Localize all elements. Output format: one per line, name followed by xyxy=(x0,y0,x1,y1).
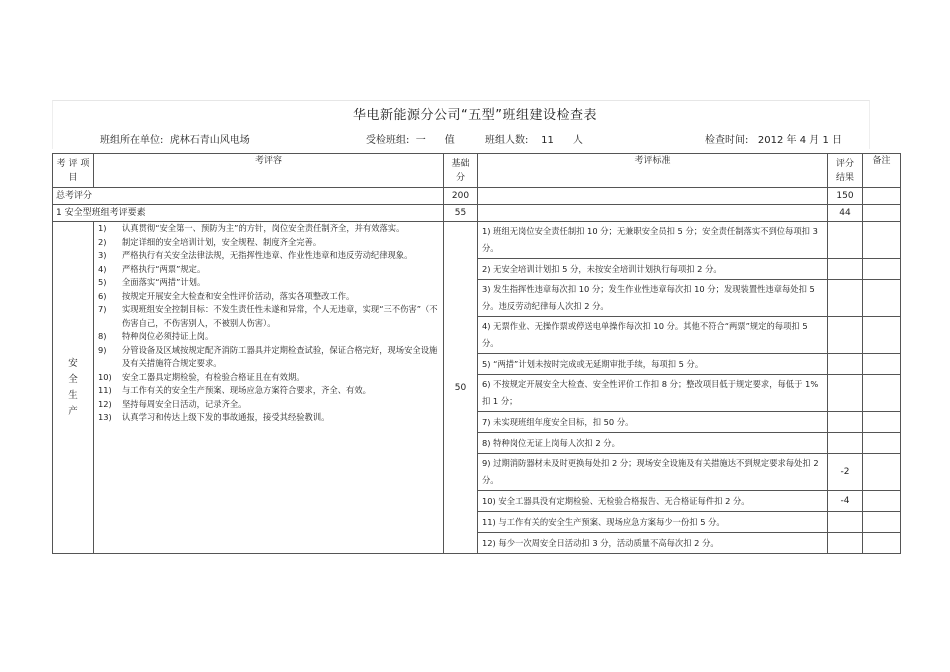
safety-contents xyxy=(94,222,444,554)
standard-text: 11) 与工作有关的安全生产预案、现场应急方案每少一份扣 5 分。 xyxy=(482,516,725,527)
content-item xyxy=(94,222,443,236)
result-cell xyxy=(828,512,862,533)
content-item xyxy=(94,249,443,263)
total-remark xyxy=(863,188,901,205)
section-row xyxy=(53,205,901,222)
header-item: 考 评 项目 xyxy=(53,154,94,188)
content-item-number: 2) xyxy=(98,236,107,247)
safety-results xyxy=(828,222,863,554)
content-item-number: 4) xyxy=(98,263,107,274)
header-base-score: 基础 分 xyxy=(444,154,478,188)
remark-cell xyxy=(863,512,900,533)
standard-item xyxy=(478,280,827,317)
standard-text: 1) 班组无岗位安全责任制扣 10 分；无兼职安全员扣 5 分；安全责任制落实不到位每项扣 3 分。 xyxy=(482,226,818,253)
remark-cell xyxy=(863,533,900,553)
remark-cell xyxy=(863,317,900,354)
section-base: 55 xyxy=(444,205,478,222)
content-item-text: 实现班组安全控制目标：不发生责任性未遂和异常，个人无违章，实现“三不伤害”（不伤害自己，不伤害别人，不被别人伤害）。 xyxy=(122,304,438,328)
safety-item-label xyxy=(53,222,94,554)
safety-item-text: 安 全 生 产 xyxy=(68,357,78,417)
content-item-number: 11) xyxy=(98,385,112,395)
content-item-text: 与工作有关的安全生产预案、现场应急方案符合要求，齐全、有效。 xyxy=(122,385,371,395)
section-standard xyxy=(478,205,828,222)
remark-cell xyxy=(863,222,900,259)
standard-text: 7) 未实现班组年度安全目标，扣 50 分。 xyxy=(482,416,634,427)
remark-cell xyxy=(863,280,900,317)
content-item-number: 12) xyxy=(98,398,112,409)
header-remark: 备注 xyxy=(863,154,901,188)
remark-cell xyxy=(863,433,900,454)
result-cell: -4 xyxy=(828,491,862,512)
standard-text: 6) 不按规定开展安全大检查、安全性评价工作扣 8 分；整改项目低于规定要求，每低于 1%扣 1 分； xyxy=(482,379,819,406)
standard-item xyxy=(478,412,827,433)
safety-remarks xyxy=(863,222,901,554)
content-item xyxy=(94,411,443,425)
result-cell xyxy=(828,259,862,280)
remark-cell xyxy=(863,491,900,512)
section-remark xyxy=(863,205,901,222)
content-item-text: 认真贯彻“安全第一、预防为主”的方针，岗位安全责任制齐全，并有效落实。 xyxy=(122,223,405,233)
result-cell xyxy=(828,317,862,354)
standard-text: 2) 无安全培训计划扣 5 分，未按安全培训计划执行每项扣 2 分。 xyxy=(482,263,722,274)
date-info xyxy=(705,131,842,146)
team-value: 一 值 xyxy=(415,135,455,146)
standard-item xyxy=(478,533,827,553)
remark-cell xyxy=(863,259,900,280)
team-size-info xyxy=(485,131,583,146)
inspection-table xyxy=(52,153,901,554)
content-item xyxy=(94,303,443,330)
standard-item xyxy=(478,222,827,259)
content-item-number: 5) xyxy=(98,277,107,287)
unit-info xyxy=(100,131,250,146)
date-value: 2012 年 4 月 1 日 xyxy=(757,135,842,146)
section-result: 44 xyxy=(828,205,863,222)
content-item xyxy=(94,398,443,412)
section-label: 1 安全型班组考评要素 xyxy=(53,205,444,222)
result-cell xyxy=(828,280,862,317)
content-item-number: 13) xyxy=(98,412,112,422)
standard-item xyxy=(478,259,827,280)
standard-text: 12) 每少一次周安全日活动扣 3 分，活动质量不高每次扣 2 分。 xyxy=(482,537,719,548)
standard-item xyxy=(478,512,827,533)
result-cell xyxy=(828,533,862,553)
standard-text: 9) 过期消防器材未及时更换每处扣 2 分；现场安全设施及有关措施达不到规定要求每处扣 2 分。 xyxy=(482,458,819,485)
content-item-text: 分管设备及区域按规定配齐消防工器具并定期检查试验，保证合格完好，现场安全设施及有关措施符合规定要求。 xyxy=(122,344,438,368)
result-cell xyxy=(828,412,862,433)
result-cell xyxy=(828,375,862,412)
safety-standards xyxy=(478,222,828,554)
result-cell xyxy=(828,433,862,454)
standard-item xyxy=(478,433,827,454)
header-standard: 考评标准 xyxy=(478,154,828,188)
content-item xyxy=(94,330,443,344)
result-cell: -2 xyxy=(828,454,862,491)
total-label: 总考评分 xyxy=(53,188,444,205)
content-item-text: 全面落实“两措”计划。 xyxy=(122,277,206,287)
standard-item xyxy=(478,491,827,512)
content-item xyxy=(94,371,443,385)
content-item-number: 7) xyxy=(98,304,107,314)
remark-cell xyxy=(863,375,900,412)
content-item-number: 3) xyxy=(98,250,107,260)
header-result: 评分 结果 xyxy=(828,154,863,188)
content-item xyxy=(94,290,443,304)
result-cell xyxy=(828,354,862,375)
total-row xyxy=(53,188,901,205)
safety-row xyxy=(53,222,901,554)
content-item-text: 严格执行“两票”规定。 xyxy=(122,263,206,274)
content-item xyxy=(94,236,443,250)
table-header-row xyxy=(53,154,901,188)
content-item xyxy=(94,276,443,290)
content-item-text: 制定详细的安全培训计划，安全规程、制度齐全完善。 xyxy=(122,236,322,247)
content-item-text: 认真学习和传达上级下发的事故通报，接受其经验教训。 xyxy=(122,412,330,422)
team-size-label: 班组人数: xyxy=(485,135,529,146)
content-item-text: 安全工器具定期检验，有检验合格证且在有效期。 xyxy=(122,371,305,382)
total-standard xyxy=(478,188,828,205)
standard-text: 4) 无票作业、无操作票或停送电单操作每次扣 10 分。其他不符合“两票”规定的每项扣 5 分。 xyxy=(482,321,808,348)
total-result: 150 xyxy=(828,188,863,205)
unit-value: 虎林石青山风电场 xyxy=(169,135,250,146)
total-base: 200 xyxy=(444,188,478,205)
content-item xyxy=(94,384,443,398)
standard-text: 3) 发生指挥性违章每次扣 10 分；发生作业性违章每次扣 10 分；发现装置性违章每处扣 5 分。违反劳动纪律每人次扣 2 分。 xyxy=(482,284,815,311)
content-item-number: 9) xyxy=(98,344,107,355)
remark-cell xyxy=(863,354,900,375)
content-item-number: 10) xyxy=(98,371,112,382)
header-content: 考评容 xyxy=(94,154,444,188)
content-item-number: 8) xyxy=(98,331,107,341)
content-item-number: 1) xyxy=(98,223,107,233)
content-item xyxy=(94,263,443,277)
content-item-text: 特种岗位必须持证上岗。 xyxy=(122,331,214,341)
standard-text: 8) 特种岗位无证上岗每人次扣 2 分。 xyxy=(482,437,620,448)
remark-cell xyxy=(863,412,900,433)
standard-text: 10) 安全工器具没有定期检验、无检验合格报告、无合格证每件扣 2 分。 xyxy=(482,495,750,506)
standard-text: 5) “两措”计划未按时完成或无延期审批手续，每项扣 5 分。 xyxy=(482,358,704,369)
result-cell xyxy=(828,222,862,259)
remark-cell xyxy=(863,454,900,491)
content-item-text: 按规定开展安全大检查和安全性评价活动，落实各项整改工作。 xyxy=(122,290,355,301)
content-item-text: 坚持每周安全日活动，记录齐全。 xyxy=(122,398,247,409)
content-item xyxy=(94,344,443,371)
date-label: 检查时间: xyxy=(705,135,749,146)
team-label: 受检班组: xyxy=(366,135,410,146)
team-size-value: 11 人 xyxy=(541,135,583,146)
standard-item xyxy=(478,375,827,412)
standard-item xyxy=(478,454,827,491)
content-item-number: 6) xyxy=(98,290,107,301)
standard-item xyxy=(478,354,827,375)
content-item-text: 严格执行有关安全法律法规，无指挥性违章、作业性违章和违反劳动纪律现象。 xyxy=(122,250,413,260)
standard-item xyxy=(478,317,827,354)
team-info xyxy=(366,131,455,146)
safety-base: 50 xyxy=(444,222,478,554)
page-title: 华电新能源分公司“五型”班组建设检查表 xyxy=(353,108,597,123)
unit-label: 班组所在单位: xyxy=(100,135,164,146)
